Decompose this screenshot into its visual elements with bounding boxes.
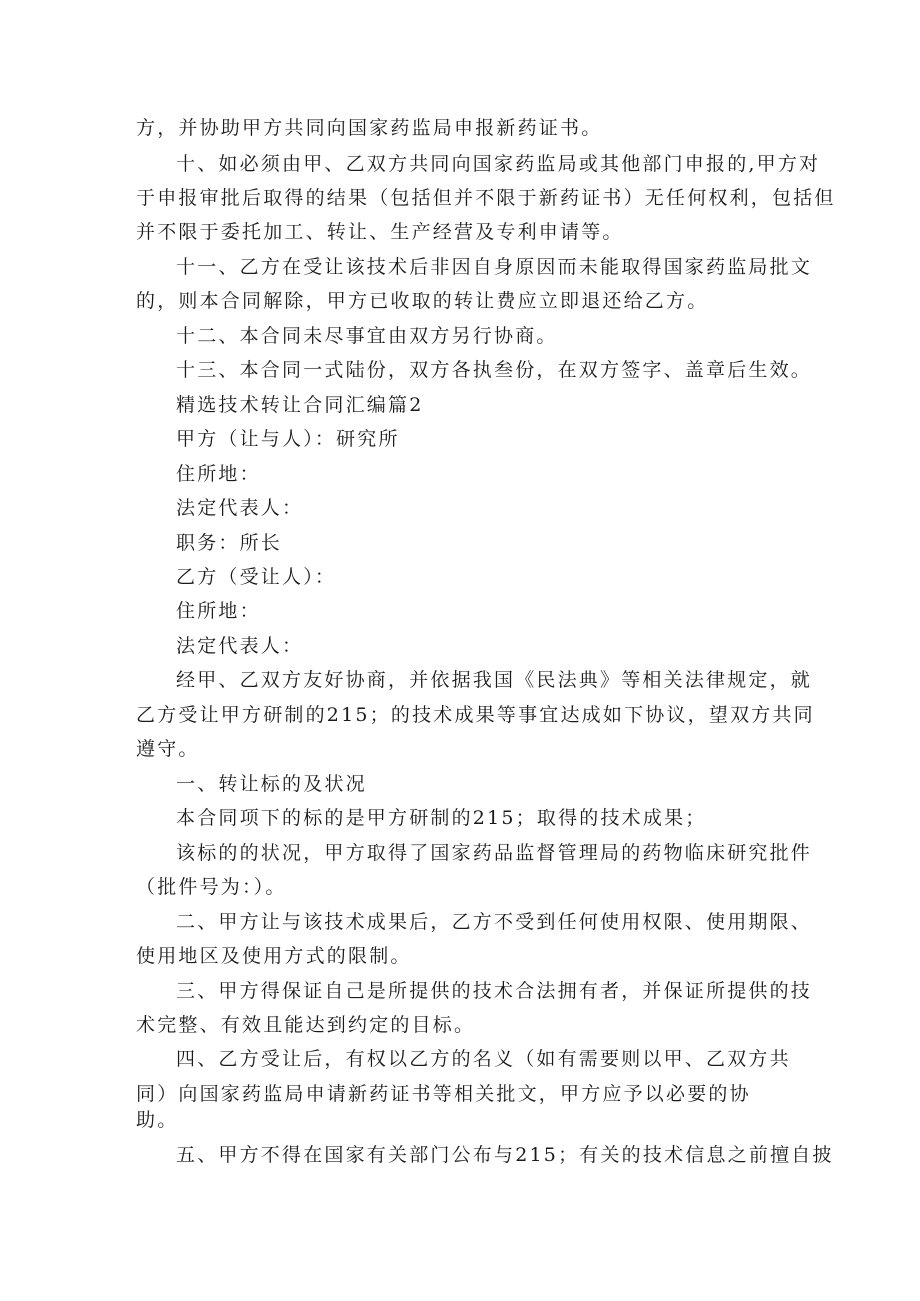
text-line: 使用地区及使用方式的限制。 <box>136 945 412 967</box>
text-line: 法定代表人： <box>176 635 304 657</box>
text-line: 五、甲方不得在国家有关部门公布与215；有关的技术信息之前擅自披 <box>176 1144 834 1166</box>
text-line: 本合同项下的标的是甲方研制的215；取得的技术成果； <box>176 807 707 829</box>
text-line: 法定代表人： <box>176 497 304 519</box>
text-line: 十一、乙方在受让该技术后非因自身原因而未能取得国家药监局批文 <box>176 256 813 278</box>
text-line: 助。 <box>136 1109 179 1131</box>
text-line: 三、甲方得保证自己是所提供的技术合法拥有者，并保证所提供的技 <box>176 980 813 1002</box>
text-line: 乙方（受让人）： <box>176 566 337 588</box>
text-line: 一、转让标的及状况 <box>176 773 367 795</box>
text-line: 二、甲方让与该技术成果后，乙方不受到任何使用权限、使用期限、 <box>176 911 813 933</box>
text-line: 十二、本合同未尽事宜由双方另行协商。 <box>176 325 558 347</box>
text-line: 该标的的状况，甲方取得了国家药品监督管理局的药物临床研究批件 <box>176 842 813 864</box>
text-line: （批件号为：）。 <box>136 876 287 898</box>
text-line: 十、如必须由甲、乙双方共同向国家药监局或其他部门申报的,甲方对 <box>176 153 821 175</box>
text-line: 经甲、乙双方友好协商，并依据我国《民法典》等相关法律规定，就 <box>176 669 813 691</box>
text-line: 遵守。 <box>136 738 200 760</box>
text-line: 职务：所长 <box>176 532 283 554</box>
text-line: 方，并协助甲方共同向国家药监局申报新药证书。 <box>136 117 603 139</box>
text-line: 四、乙方受让后，有权以乙方的名义（如有需要则以甲、乙双方共 <box>176 1048 791 1070</box>
text-line: 的，则本合同解除，甲方已收取的转让费应立即退还给乙方。 <box>136 290 709 312</box>
text-line: 住所地： <box>176 463 261 485</box>
text-line: 术完整、有效且能达到约定的目标。 <box>136 1014 476 1036</box>
text-line: 甲方（让与人）：研究所 <box>176 428 400 450</box>
text-line: 于申报审批后取得的结果（包括但并不限于新药证书）无任何权利，包括但 <box>136 187 836 209</box>
text-line: 并不限于委托加工、转让、生产经营及专利申请等。 <box>136 221 624 243</box>
text-line: 同）向国家药监局申请新药证书等相关批文，甲方应予以必要的协 <box>136 1083 751 1105</box>
text-line: 乙方受让甲方研制的215；的技术成果等事宜达成如下协议，望双方共同 <box>136 704 815 726</box>
section-heading: 精选技术转让合同汇编篇2 <box>176 394 424 416</box>
text-line: 住所地： <box>176 600 261 622</box>
text-line: 十三、本合同一式陆份，双方各执叁份，在双方签字、盖章后生效。 <box>176 359 813 381</box>
